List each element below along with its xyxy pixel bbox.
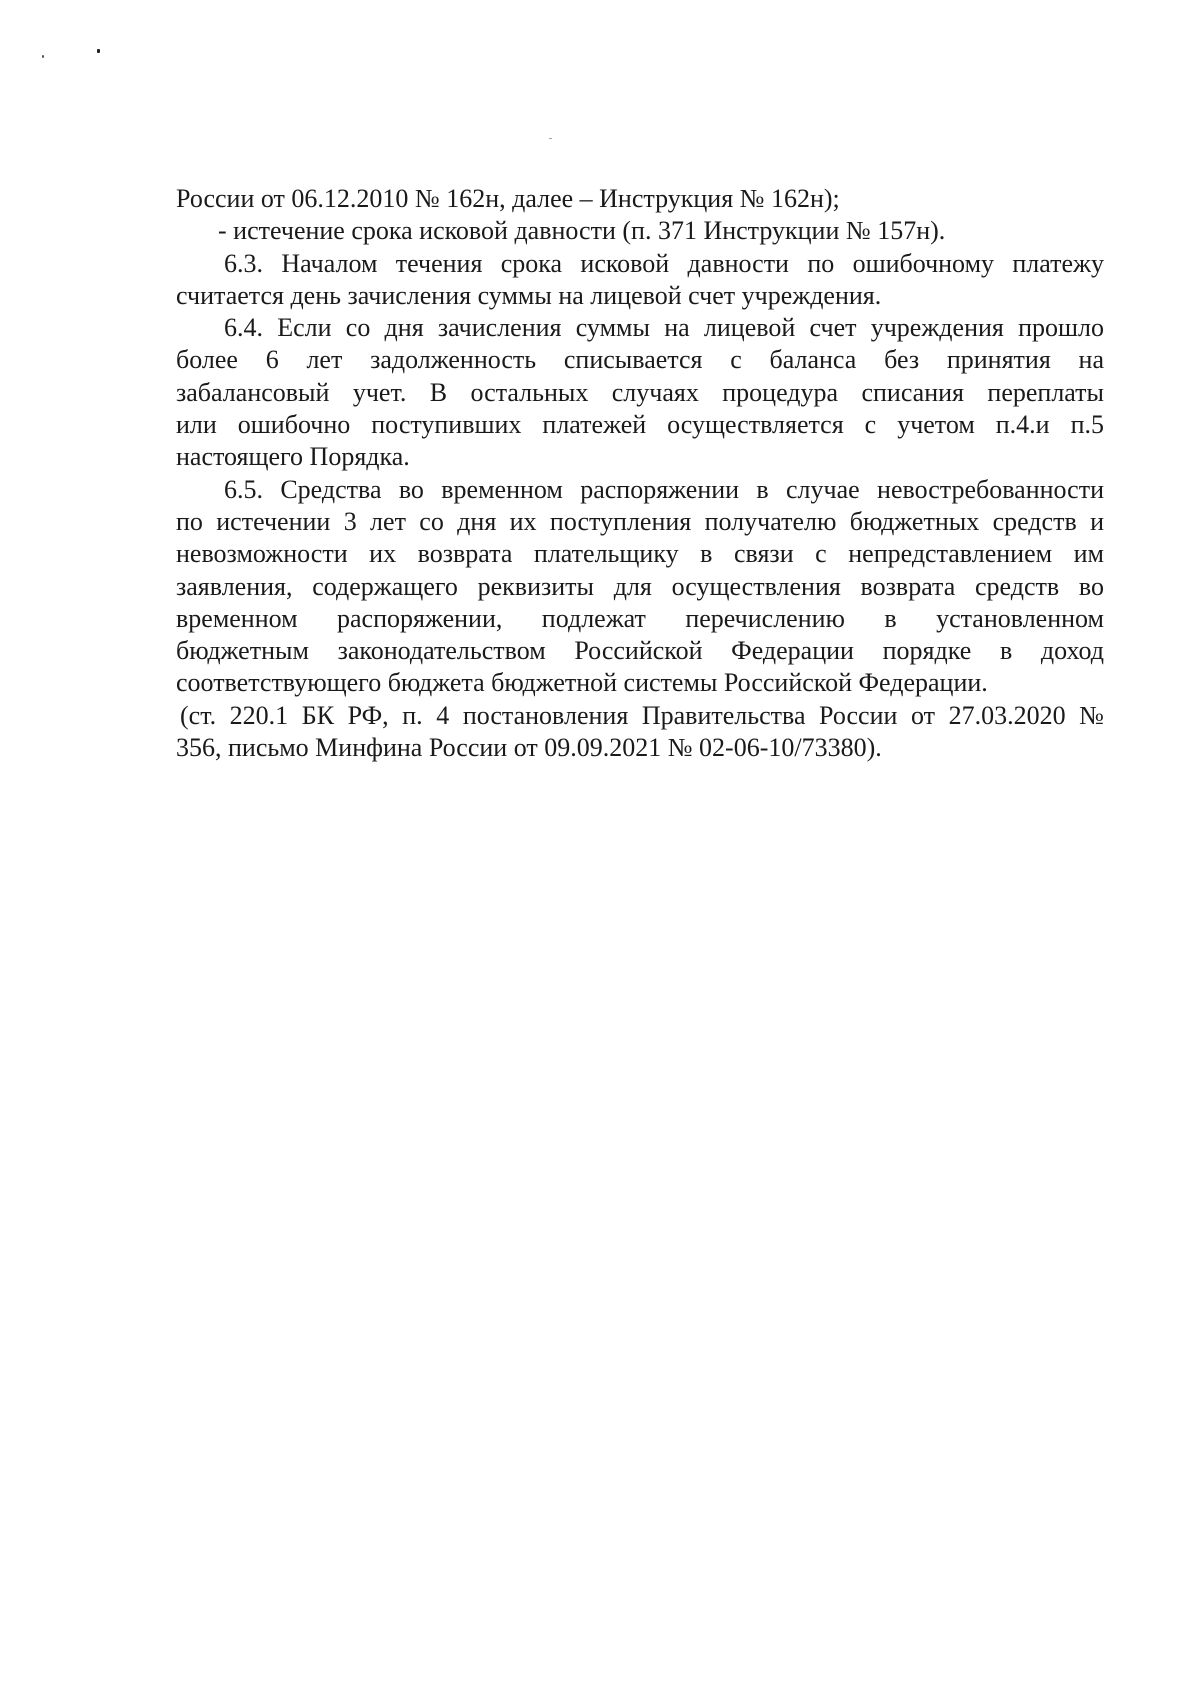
text-line: забалансовый учет. В остальных случаях процедура списания переплаты bbox=[176, 377, 1104, 407]
text-line: заявления, содержащего реквизиты для осуществления возврата средств во bbox=[176, 571, 1104, 601]
text-line: по истечении 3 лет со дня их поступления получателю бюджетных средств и bbox=[176, 506, 1104, 536]
paragraph-6-3-first-line: 6.3. Началом течения срока исковой давности по ошибочному платежу bbox=[224, 248, 1104, 278]
citation-line: (ст. 220.1 БК РФ, п. 4 постановления Правительства России от 27.03.2020 № bbox=[180, 700, 1104, 730]
text-line: более 6 лет задолженность списывается с баланса без принятия на bbox=[176, 345, 1104, 375]
text-line: - истечение срока исковой давности (п. 371 Инструкции № 157н). bbox=[218, 216, 946, 246]
citation-line: 356, письмо Минфина России от 09.09.2021 № 02-06-10/73380). bbox=[176, 733, 882, 763]
text-line: временном распоряжении, подлежат перечислению в установленном bbox=[176, 603, 1104, 633]
scan-speck bbox=[42, 55, 44, 58]
text-line: бюджетным законодательством Российской Федерации порядке в доход bbox=[176, 636, 1104, 666]
paragraph-6-4-first-line: 6.4. Если со дня зачисления суммы на лицевой счет учреждения прошло bbox=[224, 313, 1104, 343]
text-line: настоящего Порядка. bbox=[176, 442, 410, 472]
scan-speck bbox=[97, 49, 100, 53]
scan-speck bbox=[549, 138, 552, 139]
text-line: соответствующего бюджета бюджетной системы Российской Федерации. bbox=[176, 668, 988, 698]
document-body bbox=[176, 183, 1104, 764]
text-line: считается день зачисления суммы на лицевой счет учреждения. bbox=[176, 280, 882, 310]
text-line: или ошибочно поступивших платежей осуществляется с учетом п.4.и п.5 bbox=[176, 410, 1104, 440]
text-line: невозможности их возврата плательщику в связи с непредставлением им bbox=[176, 539, 1104, 569]
paragraph-6-5-first-line: 6.5. Средства во временном распоряжении в случае невостребованности bbox=[224, 474, 1104, 504]
text-line: России от 06.12.2010 № 162н, далее – Инструкция № 162н); bbox=[176, 184, 840, 213]
